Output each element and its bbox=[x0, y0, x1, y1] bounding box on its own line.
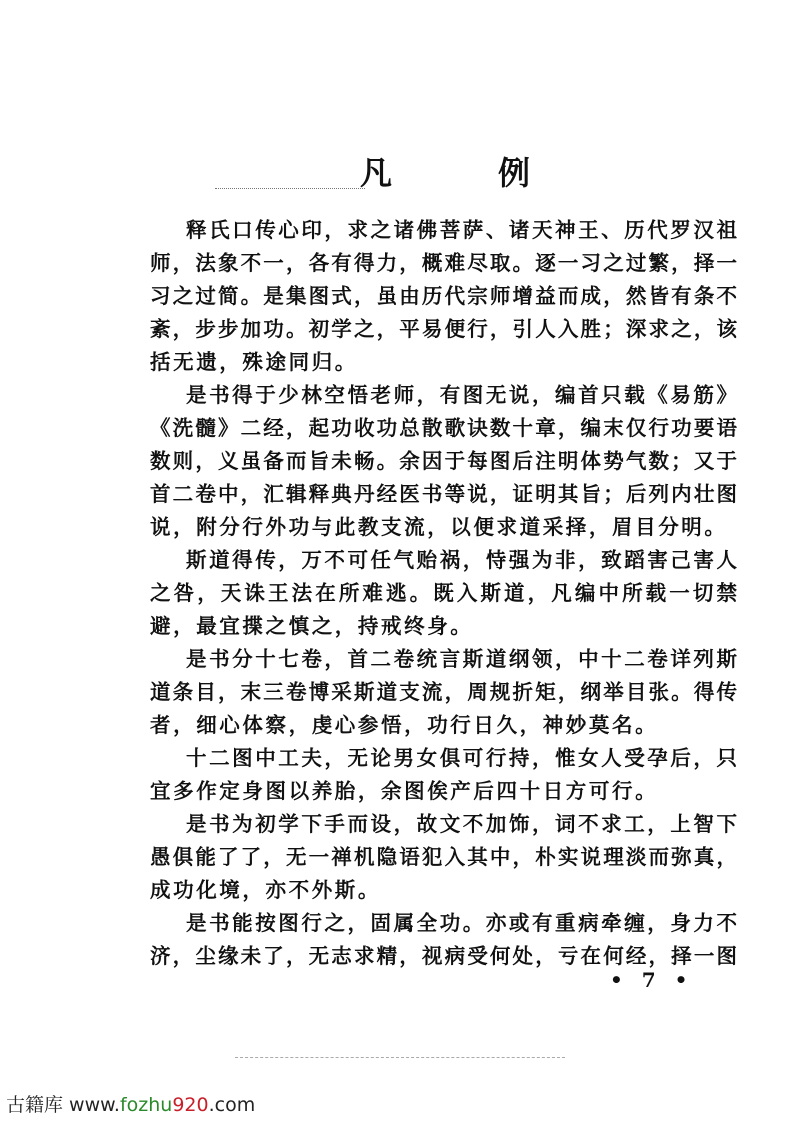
text-line: 成功化境，亦不外斯。 bbox=[150, 878, 381, 902]
text-line: 济，尘缘未了，无志求精，视病受何处，亏在何经，择一图 bbox=[150, 944, 737, 968]
watermark-red: 920 bbox=[172, 1094, 209, 1116]
text-line: 习之过简。是集图式，虽由历代宗师增益而成，然皆有条不 bbox=[150, 284, 737, 308]
page-number: • 7 • bbox=[610, 968, 694, 992]
watermark-green: fozhu bbox=[119, 1094, 173, 1116]
text-line: 首二卷中，汇辑释典丹经医书等说，证明其旨；后列内壮图 bbox=[150, 482, 737, 506]
text-line: 释氏口传心印，求之诸佛菩萨、诸天神王、历代罗汉祖 bbox=[186, 218, 737, 242]
watermark-prefix: 古籍库 www. bbox=[6, 1094, 120, 1116]
text-line: 愚俱能了了，无一禅机隐语犯入其中，朴实说理淡而弥真， bbox=[150, 845, 737, 869]
text-line: 紊，步步加功。初学之，平易便行，引人入胜；深求之，该 bbox=[150, 317, 737, 341]
paragraph bbox=[150, 643, 737, 742]
text-line: 十二图中工夫，无论男女俱可行持，惟女人受孕后，只 bbox=[186, 746, 737, 770]
text-line: 之咎，天诛王法在所难逃。既入斯道，凡编中所载一切禁 bbox=[150, 581, 737, 605]
paragraph bbox=[150, 214, 737, 379]
scan-artifact bbox=[215, 188, 365, 189]
watermark-suffix: .com bbox=[208, 1094, 256, 1116]
paragraph bbox=[150, 742, 737, 808]
text-line: 数则，义虽备而旨未畅。余因于每图后注明体势气数；又于 bbox=[150, 449, 737, 473]
text-line: 《洗髓》二经，起功收功总散歌诀数十章，编末仅行功要语 bbox=[150, 416, 737, 440]
page-title bbox=[360, 148, 530, 194]
text-line: 道条目，末三卷博采斯道支流，周规折矩，纲举目张。得传 bbox=[150, 680, 737, 704]
document-body bbox=[150, 214, 737, 973]
text-line: 是书为初学下手而设，故文不加饰，词不求工，上智下 bbox=[186, 812, 737, 836]
scan-artifact bbox=[235, 1057, 565, 1058]
paragraph bbox=[150, 907, 737, 973]
paragraph bbox=[150, 808, 737, 907]
text-line: 者，细心体察，虔心参悟，功行日久，神妙莫名。 bbox=[150, 713, 659, 737]
paragraph bbox=[150, 379, 737, 544]
text-line: 避，最宜揲之慎之，持戒终身。 bbox=[150, 614, 474, 638]
text-line: 师，法象不一，各有得力，概难尽取。逐一习之过繁，择一 bbox=[150, 251, 737, 275]
paragraph bbox=[150, 544, 737, 643]
title-char: 例 bbox=[497, 154, 530, 192]
text-line: 是书分十七卷，首二卷统言斯道纲领，中十二卷详列斯 bbox=[186, 647, 737, 671]
watermark bbox=[6, 1090, 255, 1117]
text-line: 斯道得传，万不可任气贻祸，恃强为非，致蹈害己害人 bbox=[186, 548, 737, 572]
text-line: 括无遗，殊途同归。 bbox=[150, 350, 358, 374]
text-line: 宜多作定身图以养胎，余图俟产后四十日方可行。 bbox=[150, 779, 659, 803]
text-line: 是书得于少林空悟老师，有图无说，编首只载《易筋》 bbox=[186, 383, 737, 407]
text-line: 是书能按图行之，固属全功。亦或有重病牵缠，身力不 bbox=[186, 911, 737, 935]
text-line: 说，附分行外功与此教支流，以便求道采择，眉目分明。 bbox=[150, 515, 728, 539]
title-char: 凡 bbox=[360, 154, 393, 192]
